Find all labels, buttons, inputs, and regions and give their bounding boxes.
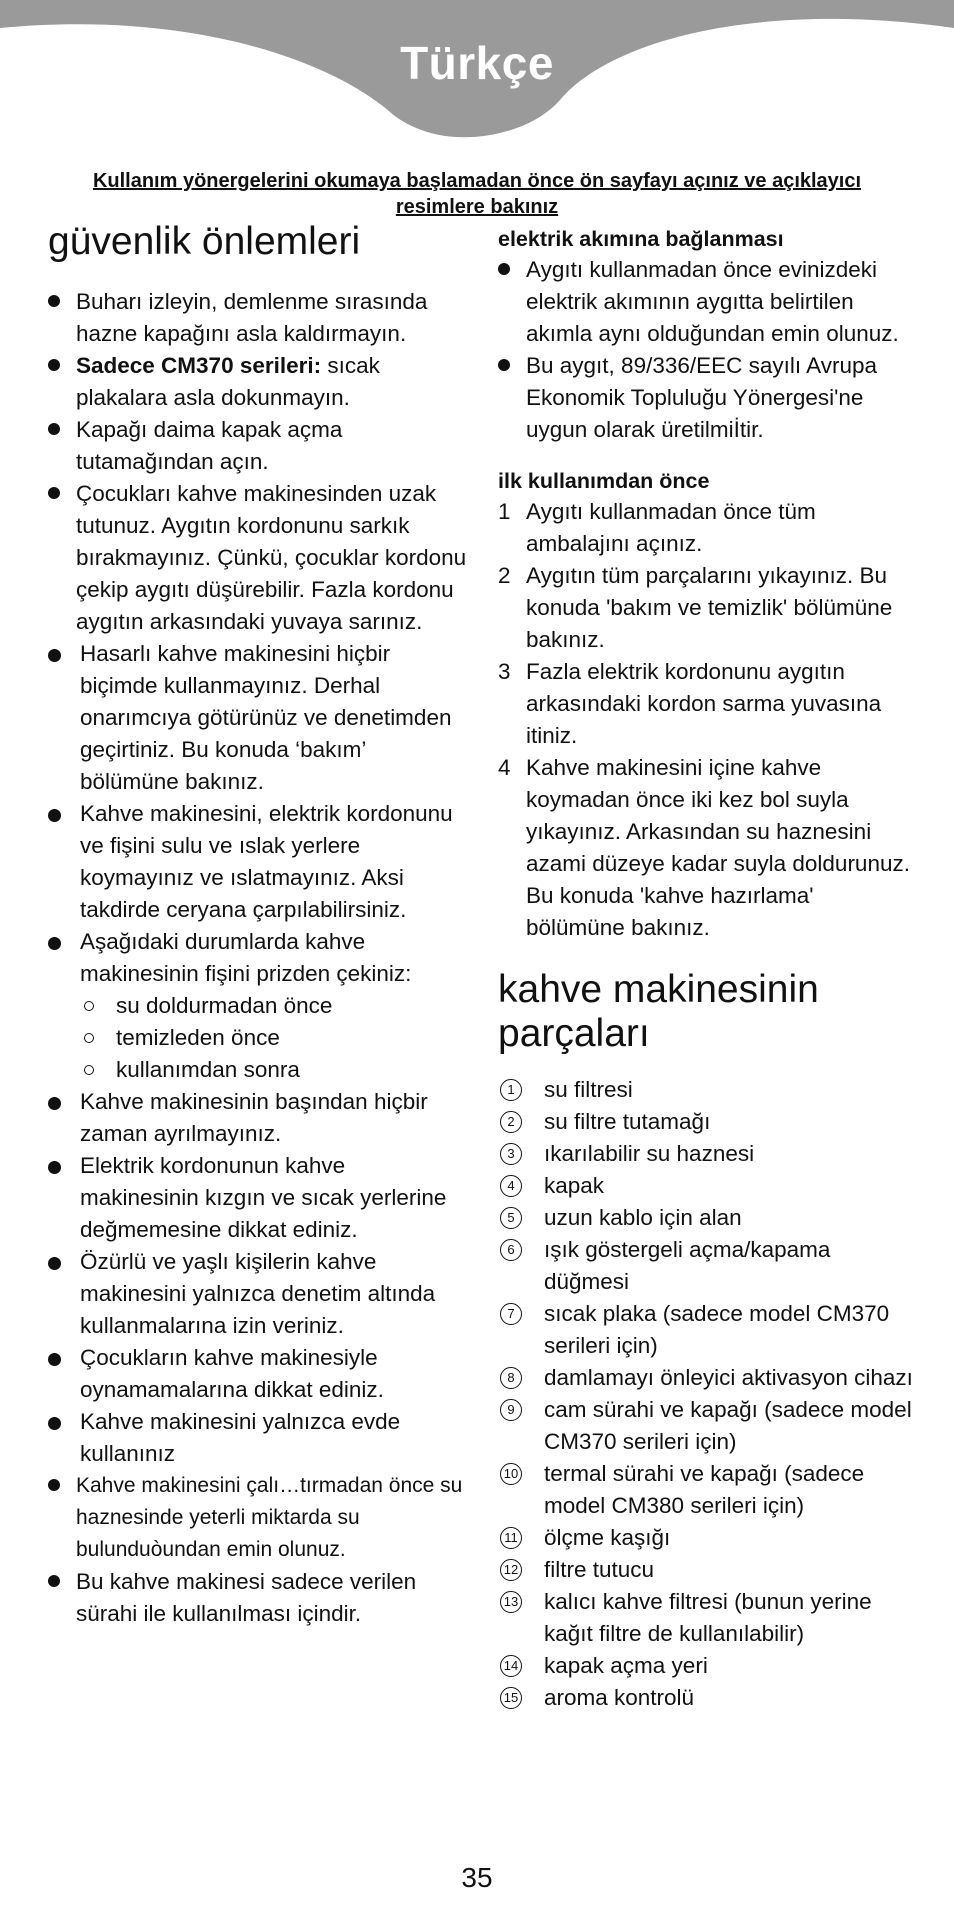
part-item: 3 ıkarılabilir su haznesi (498, 1138, 918, 1170)
step-number: 4 (498, 755, 511, 780)
part-number-icon: 15 (500, 1687, 522, 1709)
part-item: 8 damlamayı önleyici aktivasyon cihazı (498, 1362, 918, 1394)
part-number-icon: 14 (500, 1655, 522, 1677)
bullet-icon (48, 1479, 60, 1491)
part-number-icon: 1 (500, 1079, 522, 1101)
part-number-icon: 10 (500, 1463, 522, 1485)
bullet-icon (48, 487, 60, 499)
part-number-icon: 5 (500, 1207, 522, 1229)
step-number: 2 (498, 563, 511, 588)
step-number: 1 (498, 499, 511, 524)
bullet-icon (48, 1575, 60, 1587)
bullet-icon (48, 359, 60, 371)
safety-item: Bu kahve makinesi sadece verilen sürahi ile kullanılması içindir. (48, 1566, 468, 1630)
bullet-icon (498, 359, 510, 371)
safety-item: Özürlü ve yaşlı kişilerin kahve makinesini yalnızca denetim altında kullanmalarına izin veriniz. (48, 1246, 468, 1342)
sub-item: temizleden önce (48, 1022, 468, 1054)
safety-item: Aşağıdaki durumlarda kahve makinesinin fişini prizden çekiniz: (48, 926, 468, 990)
safety-item: Kahve makinesini çalı…tırmadan önce su haznesinde yeterli miktarda su bulunduòundan emin olunuz. (48, 1470, 468, 1566)
first-use-step: 4 Kahve makinesini içine kahve koymadan önce iki kez bol suyla yıkayınız. Arkasından su haznesini azami düzeye kadar suyla doldurunuz. Bu konuda 'kahve hazırlama' bölümüne bakınız. (498, 752, 918, 944)
first-use-step: 1 Aygıtı kullanmadan önce tüm ambalajını açınız. (498, 496, 918, 560)
language-title: Türkçe (400, 37, 554, 89)
part-number-icon: 12 (500, 1559, 522, 1581)
part-item: 7 sıcak plaka (sadece model CM370 serileri için) (498, 1298, 918, 1362)
page-number: 35 (461, 1862, 493, 1893)
bullet-icon (48, 1097, 61, 1110)
parts-list (498, 1074, 918, 1714)
sub-item: kullanımdan sonra (48, 1054, 468, 1086)
safety-item: Çocukların kahve makinesiyle oynamamalarına dikkat ediniz. (48, 1342, 468, 1406)
bullet-icon (48, 1417, 61, 1430)
safety-item: Kapağı daima kapak açma tutamağından açın. (48, 414, 468, 478)
safety-item: Kahve makinesini yalnızca evde kullanınız (48, 1406, 468, 1470)
part-number-icon: 13 (500, 1591, 522, 1613)
first-use-step: 2 Aygıtın tüm parçalarını yıkayınız. Bu konuda 'bakım ve temizlik' bölümüne bakınız. (498, 560, 918, 656)
part-number-icon: 6 (500, 1239, 522, 1261)
circle-bullet-icon (84, 1065, 94, 1075)
parts-heading-line2: parçaları (498, 1012, 650, 1055)
part-number-icon: 2 (500, 1111, 522, 1133)
bullet-icon (48, 423, 60, 435)
safety-heading: güvenlik önlemleri (48, 220, 361, 263)
circle-bullet-icon (84, 1033, 94, 1043)
electric-item: Aygıtı kullanmadan önce evinizdeki elektrik akımının aygıtta belirtilen akımla aynı olduğundan emin olunuz. (498, 254, 918, 350)
bullet-icon (48, 1161, 61, 1174)
intro-note: Kullanım yönergelerini okumaya başlamadan önce ön sayfayı açınız ve açıklayıcı resimlere bakınız (92, 170, 862, 218)
bullet-icon (48, 937, 61, 950)
safety-item: Elektrik kordonunun kahve makinesinin kızgın ve sıcak yerlerine değmemesine dikkat ediniz. (48, 1150, 468, 1246)
electric-item: Bu aygıt, 89/336/EEC sayılı Avrupa Ekonomik Topluluğu Yönergesi'ne uygun olarak üretilmiİtir. (498, 350, 918, 446)
step-number: 3 (498, 659, 511, 684)
part-item: 10 termal sürahi ve kapağı (sadece model CM380 serileri için) (498, 1458, 918, 1522)
part-number-icon: 11 (500, 1527, 522, 1549)
parts-heading-line1: kahve makinesinin (498, 968, 819, 1011)
bullet-icon (48, 809, 61, 822)
part-item: 13 kalıcı kahve filtresi (bunun yerine kağıt filtre de kullanılabilir) (498, 1586, 918, 1650)
bullet-icon (498, 263, 510, 275)
part-item: 4 kapak (498, 1170, 918, 1202)
safety-item: Hasarlı kahve makinesini hiçbir biçimde kullanmayınız. Derhal onarımcıya götürünüz ve denetimden geçirtiniz. Bu konuda ‘bakım’ bölümüne bakınız. (48, 638, 468, 798)
left-column (48, 220, 468, 1630)
safety-item: Kahve makinesinin başından hiçbir zaman ayrılmayınız. (48, 1086, 468, 1150)
sub-item: su doldurmadan önce (48, 990, 468, 1022)
bullet-icon (48, 649, 61, 662)
part-number-icon: 8 (500, 1367, 522, 1389)
bullet-icon (48, 295, 60, 307)
part-item: 14 kapak açma yeri (498, 1650, 918, 1682)
part-number-icon: 9 (500, 1399, 522, 1421)
bullet-icon (48, 1257, 61, 1270)
electric-heading: elektrik akımına bağlanması (498, 227, 784, 251)
safety-item: Buharı izleyin, demlenme sırasında hazne kapağını asla kaldırmayın. (48, 286, 468, 350)
part-item: 5 uzun kablo için alan (498, 1202, 918, 1234)
first-use-list (498, 496, 918, 944)
circle-bullet-icon (84, 1001, 94, 1011)
part-item: 12 filtre tutucu (498, 1554, 918, 1586)
part-item: 6 ışık göstergeli açma/kapama düğmesi (498, 1234, 918, 1298)
bullet-icon (48, 1353, 61, 1366)
safety-item: Çocukları kahve makinesinden uzak tutunuz. Aygıtın kordonunu sarkık bırakmayınız. Çünkü, çocuklar kordonu çekip aygıtı düşürebilir. Fazla kordonu aygıtın arkasındaki yuvaya sarınız. (48, 478, 468, 638)
part-number-icon: 4 (500, 1175, 522, 1197)
part-item: 1 su filtresi (498, 1074, 918, 1106)
part-item: 2 su filtre tutamağı (498, 1106, 918, 1138)
part-item: 11 ölçme kaşığı (498, 1522, 918, 1554)
first-use-step: 3 Fazla elektrik kordonunu aygıtın arkasındaki kordon sarma yuvasına itiniz. (498, 656, 918, 752)
part-number-icon: 7 (500, 1303, 522, 1325)
part-item: 9 cam sürahi ve kapağı (sadece model CM370 serileri için) (498, 1394, 918, 1458)
part-item: 15 aroma kontrolü (498, 1682, 918, 1714)
first-use-heading: ilk kullanımdan önce (498, 469, 710, 493)
safety-item: Sadece CM370 serileri: sıcak plakalara asla dokunmayın. (48, 350, 468, 414)
safety-item: Kahve makinesini, elektrik kordonunu ve fişini sulu ve ıslak yerlere koymayınız ve ıslatmayınız. Aksi takdirde ceryana çarpılabilirsiniz. (48, 798, 468, 926)
part-number-icon: 3 (500, 1143, 522, 1165)
right-column (498, 224, 918, 1714)
